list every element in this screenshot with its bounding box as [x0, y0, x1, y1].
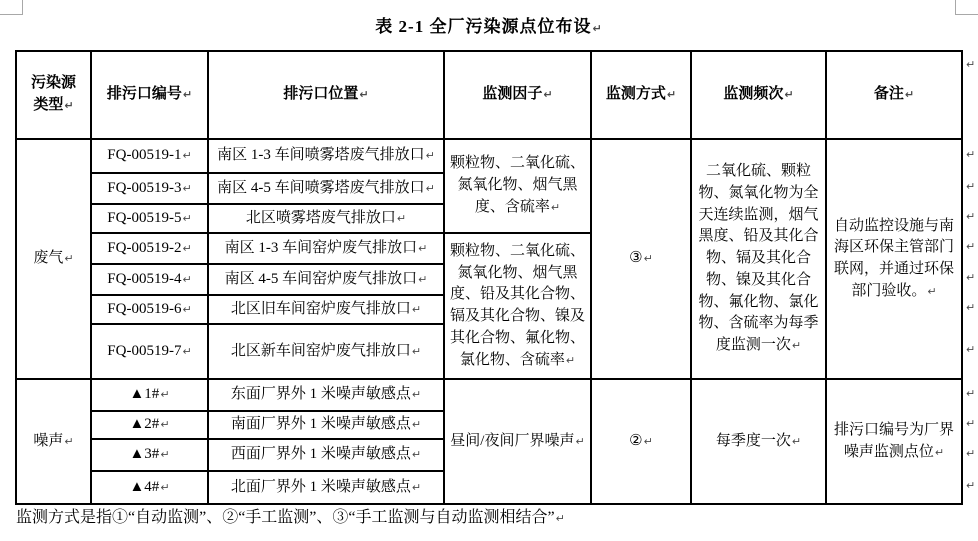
paragraph-mark: ↵	[182, 241, 192, 255]
paragraph-mark: ↵	[934, 445, 945, 459]
header-type-line1: 污染源	[30, 75, 76, 92]
paragraph-mark: ↵	[425, 181, 435, 195]
end-of-row-mark: ↵	[966, 301, 976, 314]
header-outlet-id	[91, 51, 208, 139]
outlet-id-cell	[91, 411, 208, 439]
monitor-factor-cell-spray	[444, 139, 591, 233]
outlet-location-text: 北区喷雾塔废气排放口	[245, 209, 396, 226]
outlet-id-text: FQ-00519-3	[107, 179, 182, 196]
outlet-location-cell	[208, 439, 444, 471]
outlet-location-cell	[208, 139, 444, 173]
paragraph-mark: ↵	[182, 181, 192, 195]
paragraph-mark: ↵	[643, 434, 653, 448]
paragraph-mark: ↵	[543, 88, 553, 102]
remark-cell-gas	[826, 139, 962, 379]
outlet-location-cell	[208, 295, 444, 324]
paragraph-mark: ↵	[411, 388, 422, 402]
outlet-location-text: 南区 4-5 车间窑炉废气排放口	[224, 270, 418, 287]
end-of-row-mark: ↵	[966, 148, 976, 161]
remark-gas-text: 自动监控设施与南海区环保主管部门联网，并通过环保部门验收。	[833, 217, 954, 299]
monitor-method-cell-gas	[591, 139, 691, 379]
outlet-id-text: ▲2#	[129, 416, 160, 433]
monitor-frequency-cell-gas	[691, 139, 826, 379]
paragraph-mark: ↵	[411, 302, 422, 316]
paragraph-mark: ↵	[64, 434, 74, 448]
header-remark-text: 备注	[873, 86, 904, 103]
paragraph-mark: ↵	[425, 149, 435, 163]
header-monitor-factor-text: 监测因子	[482, 86, 543, 103]
header-monitor-frequency	[691, 51, 826, 139]
monitor-factor-cell-kiln	[444, 233, 591, 379]
paragraph-mark: ↵	[784, 88, 794, 102]
source-type-noise-text: 噪声	[33, 432, 64, 449]
table-header-row	[16, 51, 962, 139]
outlet-id-text: FQ-00519-6	[107, 300, 182, 317]
paragraph-mark: ↵	[411, 344, 422, 358]
paragraph-mark: ↵	[904, 88, 915, 102]
outlet-id-cell	[91, 295, 208, 324]
outlet-location-text: 北区旧车间窑炉废气排放口	[230, 300, 411, 317]
table-title-text: 表 2-1 全厂污染源点位布设	[375, 17, 592, 36]
paragraph-mark: ↵	[64, 252, 74, 266]
outlet-id-text: ▲4#	[129, 478, 160, 495]
header-monitor-method	[591, 51, 691, 139]
outlet-id-text: FQ-00519-7	[107, 342, 182, 359]
paragraph-mark: ↵	[411, 418, 422, 432]
end-of-row-mark: ↵	[966, 417, 976, 430]
paragraph-mark: ↵	[575, 434, 585, 448]
paragraph-mark: ↵	[182, 272, 192, 286]
outlet-id-text: FQ-00519-4	[107, 270, 182, 287]
paragraph-mark: ↵	[592, 22, 603, 35]
table-title	[0, 12, 978, 37]
header-monitor-frequency-text: 监测频次	[723, 86, 784, 103]
monitor-method-gas-text: ③	[629, 250, 643, 267]
source-type-cell-gas	[16, 139, 91, 379]
end-of-row-mark: ↵	[966, 479, 976, 492]
monitoring-method-footnote	[16, 504, 565, 527]
paragraph-mark: ↵	[182, 302, 192, 316]
header-monitor-method-text: 监测方式	[605, 86, 666, 103]
monitor-frequency-gas-text: 二氧化硫、颗粒物、氮氧化物为全天连续监测，烟气黑度、铅及其化合物、镉及其化合物、镍及其化合物、氟化物、氯化物、含硫率为每季度监测一次	[698, 163, 819, 354]
outlet-location-cell	[208, 264, 444, 295]
monitor-frequency-cell-noise	[691, 379, 826, 504]
paragraph-mark: ↵	[555, 512, 565, 525]
outlet-location-cell	[208, 173, 444, 204]
header-remark	[826, 51, 962, 139]
outlet-location-cell	[208, 204, 444, 233]
end-of-row-mark: ↵	[966, 447, 976, 460]
outlet-location-text: 东面厂界外 1 米噪声敏感点	[230, 386, 411, 403]
end-of-row-mark: ↵	[966, 387, 976, 400]
outlet-id-text: FQ-00519-5	[107, 209, 182, 226]
outlet-location-text: 北区新车间窑炉废气排放口	[230, 342, 411, 359]
outlet-id-text: ▲1#	[129, 386, 160, 403]
paragraph-mark: ↵	[182, 211, 192, 225]
paragraph-mark: ↵	[643, 252, 653, 266]
monitor-factor-spray-text: 颗粒物、二氧化硫、氮氧化物、烟气黑度、含硫率	[449, 155, 585, 215]
paragraph-mark: ↵	[550, 200, 561, 214]
outlet-location-text: 西面厂界外 1 米噪声敏感点	[230, 446, 411, 463]
paragraph-mark: ↵	[396, 211, 407, 225]
paragraph-mark: ↵	[418, 241, 428, 255]
paragraph-mark: ↵	[791, 339, 802, 353]
header-outlet-location-text: 排污口位置	[283, 86, 359, 103]
monitor-factor-noise-text: 昼间/夜间厂界噪声	[450, 432, 575, 449]
outlet-location-cell	[208, 411, 444, 439]
remark-noise-text: 排污口编号为厂界噪声监测点位	[833, 421, 954, 460]
monitor-method-noise-text: ②	[629, 432, 643, 449]
end-of-row-mark: ↵	[966, 210, 976, 223]
paragraph-mark: ↵	[160, 418, 170, 432]
outlet-id-cell	[91, 264, 208, 295]
end-of-row-mark: ↵	[966, 343, 976, 356]
outlet-location-cell	[208, 324, 444, 379]
paragraph-mark: ↵	[791, 434, 802, 448]
outlet-location-text: 南区 1-3 车间窑炉废气排放口	[224, 239, 418, 256]
paragraph-mark: ↵	[927, 284, 937, 298]
paragraph-mark: ↵	[160, 480, 170, 494]
outlet-location-text: 南面厂界外 1 米噪声敏感点	[230, 416, 411, 433]
end-of-row-mark: ↵	[966, 58, 976, 71]
outlet-id-cell	[91, 139, 208, 173]
footnote-text: 监测方式是指①“自动监测”、②“手工监测”、③“手工监测与自动监测相结合”	[16, 509, 555, 526]
end-of-row-mark: ↵	[966, 240, 976, 253]
paragraph-mark: ↵	[411, 448, 422, 462]
header-monitor-factor	[444, 51, 591, 139]
outlet-id-cell	[91, 471, 208, 504]
outlet-location-cell	[208, 471, 444, 504]
paragraph-mark: ↵	[182, 344, 192, 358]
paragraph-mark: ↵	[182, 149, 192, 163]
header-type-line2	[19, 95, 88, 117]
monitor-method-cell-noise	[591, 379, 691, 504]
table-row	[16, 379, 962, 411]
paragraph-mark: ↵	[182, 88, 193, 102]
outlet-location-cell	[208, 233, 444, 264]
paragraph-mark: ↵	[64, 99, 74, 112]
end-of-row-mark: ↵	[966, 271, 976, 284]
remark-cell-noise	[826, 379, 962, 504]
paragraph-mark: ↵	[418, 272, 428, 286]
outlet-id-cell	[91, 379, 208, 411]
header-outlet-id-text: 排污口编号	[106, 86, 182, 103]
outlet-location-text: 北面厂界外 1 米噪声敏感点	[230, 478, 411, 495]
outlet-location-text: 南区 1-3 车间喷雾塔废气排放口	[217, 147, 425, 164]
paragraph-mark: ↵	[160, 448, 170, 462]
outlet-id-text: FQ-00519-2	[107, 239, 182, 256]
table-row	[16, 139, 962, 173]
monitor-frequency-noise-text: 每季度一次	[715, 432, 791, 449]
end-of-row-mark: ↵	[966, 180, 976, 193]
monitor-factor-kiln-text: 颗粒物、二氧化硫、氮氧化物、烟气黑度、铅及其化合物、镉及其化合物、镍及其化合物、氟化物、氯化物、含硫率	[449, 242, 585, 368]
pollution-source-table	[15, 50, 963, 505]
outlet-id-cell	[91, 233, 208, 264]
outlet-id-cell	[91, 439, 208, 471]
monitor-factor-cell-noise	[444, 379, 591, 504]
paragraph-mark: ↵	[411, 480, 422, 494]
outlet-id-cell	[91, 173, 208, 204]
outlet-location-cell	[208, 379, 444, 411]
outlet-id-cell	[91, 204, 208, 233]
outlet-id-text: FQ-00519-1	[107, 147, 182, 164]
header-pollution-source-type	[16, 51, 91, 139]
outlet-id-cell	[91, 324, 208, 379]
paragraph-mark: ↵	[160, 388, 170, 402]
outlet-location-text: 南区 4-5 车间喷雾塔废气排放口	[217, 179, 425, 196]
header-outlet-location	[208, 51, 444, 139]
source-type-gas-text: 废气	[33, 250, 64, 267]
header-type-line2-text: 类型	[33, 97, 64, 113]
paragraph-mark: ↵	[565, 353, 576, 367]
paragraph-mark: ↵	[666, 88, 677, 102]
paragraph-mark: ↵	[359, 88, 369, 102]
source-type-cell-noise	[16, 379, 91, 504]
outlet-id-text: ▲3#	[129, 446, 160, 463]
